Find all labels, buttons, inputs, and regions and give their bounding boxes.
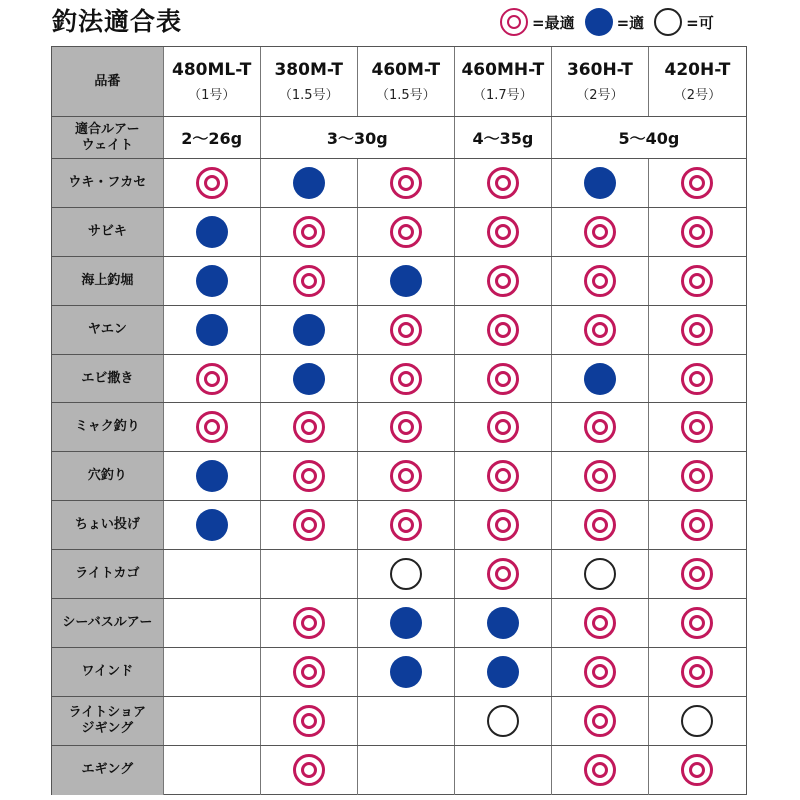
rating-cell: [455, 697, 552, 745]
method-row: [52, 403, 746, 452]
double-circle-icon: [390, 363, 422, 395]
double-circle-icon: [681, 265, 713, 297]
lure-weight-cell: [552, 117, 746, 158]
filled-circle-icon: [487, 656, 519, 688]
double-circle-icon: [500, 8, 528, 36]
open-circle-icon: [654, 8, 682, 36]
method-label-line: ヤエン: [87, 321, 127, 337]
legend-best: [500, 8, 575, 36]
rating-cell: [552, 599, 649, 647]
model-name: 460MH-T: [461, 60, 545, 80]
filled-circle-icon: [293, 314, 325, 346]
filled-circle-icon: [196, 265, 228, 297]
rating-cell: [455, 355, 552, 403]
model-number-header-line: 品番: [94, 73, 121, 89]
double-circle-icon: [487, 460, 519, 492]
double-circle-icon: [681, 558, 713, 590]
method-label-line: ジギング: [81, 720, 134, 736]
rating-cell: [649, 697, 746, 745]
rating-cell: [261, 648, 358, 696]
method-label-line: サビキ: [87, 223, 127, 239]
filled-circle-icon: [390, 265, 422, 297]
double-circle-icon: [584, 216, 616, 248]
legend-good: [585, 8, 645, 36]
rating-cell: [455, 648, 552, 696]
filled-circle-icon: [196, 314, 228, 346]
double-circle-icon: [293, 460, 325, 492]
model-column-header: [552, 47, 649, 116]
open-circle-icon: [584, 558, 616, 590]
rating-cell: [552, 648, 649, 696]
double-circle-icon: [487, 363, 519, 395]
rating-cell: [455, 306, 552, 354]
rating-cell: [164, 355, 261, 403]
method-label: [52, 355, 164, 403]
lure-weight-cell: [455, 117, 552, 158]
double-circle-icon: [584, 509, 616, 541]
double-circle-icon: [681, 363, 713, 395]
model-column-header: [455, 47, 552, 116]
rating-cell: [164, 306, 261, 354]
method-label: [52, 159, 164, 207]
double-circle-icon: [196, 363, 228, 395]
model-header-row: [52, 47, 746, 117]
method-label: [52, 697, 164, 745]
lure-weight-value: 4〜35g: [472, 129, 534, 148]
double-circle-icon: [584, 607, 616, 639]
rating-cell: [649, 257, 746, 305]
filled-circle-icon: [585, 8, 613, 36]
rating-cell: [261, 208, 358, 256]
rating-cell: [261, 550, 358, 598]
rating-cell: [358, 697, 455, 745]
rating-cell: [552, 159, 649, 207]
double-circle-icon: [196, 411, 228, 443]
method-label: [52, 648, 164, 696]
rating-cell: [455, 159, 552, 207]
rating-cell: [358, 550, 455, 598]
method-label-line: エギング: [81, 762, 134, 778]
open-circle-icon: [681, 705, 713, 737]
double-circle-icon: [584, 705, 616, 737]
double-circle-icon: [487, 167, 519, 199]
rating-cell: [358, 452, 455, 500]
rating-cell: [164, 648, 261, 696]
method-label: [52, 208, 164, 256]
rating-cell: [649, 452, 746, 500]
double-circle-icon: [487, 509, 519, 541]
rating-cell: [552, 403, 649, 451]
rating-cell: [358, 257, 455, 305]
rating-cell: [455, 452, 552, 500]
rating-cell: [261, 355, 358, 403]
model-name: 420H-T: [664, 60, 731, 80]
line-size: （1号）: [188, 88, 236, 103]
rating-cell: [261, 501, 358, 549]
method-label: [52, 403, 164, 451]
rating-cell: [455, 208, 552, 256]
method-label-line: ウキ・フカセ: [68, 174, 147, 190]
method-label: [52, 306, 164, 354]
double-circle-icon: [487, 216, 519, 248]
rating-cell: [552, 257, 649, 305]
rating-cell: [649, 159, 746, 207]
model-name: 380M-T: [274, 60, 344, 80]
double-circle-icon: [681, 216, 713, 248]
rating-cell: [261, 159, 358, 207]
rating-cell: [552, 746, 649, 795]
rating-cell: [552, 355, 649, 403]
double-circle-icon: [681, 411, 713, 443]
method-row: [52, 599, 746, 648]
rating-cell: [164, 452, 261, 500]
rating-cell: [358, 599, 455, 647]
method-label: [52, 746, 164, 795]
double-circle-icon: [681, 314, 713, 346]
double-circle-icon: [487, 411, 519, 443]
double-circle-icon: [487, 558, 519, 590]
method-label-line: ミャク釣り: [74, 419, 140, 435]
lure-weight-cell: [261, 117, 455, 158]
rating-cell: [649, 599, 746, 647]
rating-cell: [649, 355, 746, 403]
double-circle-icon: [293, 754, 325, 786]
double-circle-icon: [681, 509, 713, 541]
double-circle-icon: [390, 314, 422, 346]
rating-cell: [261, 697, 358, 745]
rating-cell: [261, 257, 358, 305]
double-circle-icon: [390, 167, 422, 199]
line-size: （1.5号）: [375, 88, 436, 103]
weight-row: [52, 117, 746, 159]
method-row: [52, 306, 746, 355]
method-row: [52, 648, 746, 697]
line-size: （1.7号）: [473, 88, 533, 103]
rating-cell: [164, 501, 261, 549]
method-label-line: シーバスルアー: [62, 614, 153, 630]
method-row: [52, 159, 746, 208]
line-size: （2号）: [673, 88, 722, 103]
method-label: [52, 550, 164, 598]
rating-cell: [261, 306, 358, 354]
model-number-header: [52, 47, 164, 116]
legend-ok-label: =可: [686, 13, 714, 32]
rating-cell: [649, 208, 746, 256]
lure-weight-header-line: ウェイト: [81, 137, 134, 153]
double-circle-icon: [681, 656, 713, 688]
rating-cell: [358, 159, 455, 207]
line-size: （1.5号）: [278, 88, 339, 103]
method-label: [52, 599, 164, 647]
filled-circle-icon: [584, 363, 616, 395]
method-label: [52, 257, 164, 305]
double-circle-icon: [584, 656, 616, 688]
double-circle-icon: [584, 265, 616, 297]
rating-cell: [649, 648, 746, 696]
model-column-header: [358, 47, 455, 116]
rating-cell: [649, 501, 746, 549]
double-circle-icon: [196, 167, 228, 199]
rating-cell: [164, 159, 261, 207]
model-name: 360H-T: [566, 60, 633, 80]
double-circle-icon: [293, 656, 325, 688]
rating-cell: [649, 746, 746, 795]
method-label: [52, 501, 164, 549]
rating-cell: [358, 403, 455, 451]
filled-circle-icon: [293, 363, 325, 395]
rating-cell: [455, 550, 552, 598]
rating-cell: [164, 208, 261, 256]
rating-cell: [552, 208, 649, 256]
method-row: [52, 550, 746, 599]
filled-circle-icon: [196, 509, 228, 541]
double-circle-icon: [293, 216, 325, 248]
legend-best-label: =最適: [532, 13, 575, 32]
double-circle-icon: [390, 411, 422, 443]
open-circle-icon: [390, 558, 422, 590]
rating-cell: [455, 501, 552, 549]
rating-cell: [358, 355, 455, 403]
double-circle-icon: [584, 754, 616, 786]
double-circle-icon: [487, 265, 519, 297]
double-circle-icon: [681, 607, 713, 639]
double-circle-icon: [390, 216, 422, 248]
page-title: 釣法適合表: [52, 7, 183, 36]
compatibility-table: [51, 46, 747, 795]
rating-cell: [261, 452, 358, 500]
method-row: [52, 746, 746, 795]
double-circle-icon: [293, 607, 325, 639]
filled-circle-icon: [487, 607, 519, 639]
rating-cell: [164, 746, 261, 795]
rating-cell: [649, 550, 746, 598]
lure-weight-header: [52, 117, 164, 158]
double-circle-icon: [293, 411, 325, 443]
double-circle-icon: [293, 509, 325, 541]
model-column-header: [261, 47, 358, 116]
rating-cell: [358, 306, 455, 354]
method-label-line: 穴釣り: [87, 468, 127, 484]
rating-cell: [164, 697, 261, 745]
method-label-line: エビ撒き: [81, 370, 134, 386]
filled-circle-icon: [196, 216, 228, 248]
method-row: [52, 501, 746, 550]
method-label-line: ワインド: [81, 663, 134, 679]
rating-cell: [261, 403, 358, 451]
lure-weight-header-line: 適合ルアー: [75, 121, 140, 137]
method-label-line: 海上釣堀: [81, 272, 134, 288]
filled-circle-icon: [390, 607, 422, 639]
rating-cell: [649, 306, 746, 354]
double-circle-icon: [293, 705, 325, 737]
method-label-line: ライトカゴ: [75, 566, 140, 582]
open-circle-icon: [487, 705, 519, 737]
double-circle-icon: [584, 460, 616, 492]
legend-ok: [654, 8, 714, 36]
method-row: [52, 697, 746, 746]
rating-cell: [164, 257, 261, 305]
line-size: （2号）: [576, 88, 624, 103]
lure-weight-cell: [164, 117, 261, 158]
double-circle-icon: [390, 460, 422, 492]
rating-cell: [358, 501, 455, 549]
rating-cell: [358, 208, 455, 256]
method-label-line: ライトショア: [68, 704, 147, 720]
rating-cell: [164, 550, 261, 598]
model-column-header: [164, 47, 261, 116]
rating-cell: [552, 697, 649, 745]
legend-good-label: =適: [616, 13, 645, 32]
rating-cell: [164, 599, 261, 647]
lure-weight-value: 3〜30g: [326, 129, 388, 148]
method-row: [52, 257, 746, 306]
method-label: [52, 452, 164, 500]
method-label-line: ちょい投げ: [74, 517, 140, 533]
filled-circle-icon: [293, 167, 325, 199]
double-circle-icon: [487, 314, 519, 346]
double-circle-icon: [584, 411, 616, 443]
double-circle-icon: [681, 754, 713, 786]
rating-cell: [455, 599, 552, 647]
method-row: [52, 208, 746, 257]
method-row: [52, 452, 746, 501]
rating-cell: [358, 746, 455, 795]
filled-circle-icon: [390, 656, 422, 688]
rating-cell: [552, 550, 649, 598]
rating-cell: [358, 648, 455, 696]
double-circle-icon: [293, 265, 325, 297]
lure-weight-value: 2〜26g: [181, 129, 243, 148]
model-name: 460M-T: [371, 60, 441, 80]
rating-cell: [455, 403, 552, 451]
double-circle-icon: [390, 509, 422, 541]
rating-cell: [261, 746, 358, 795]
filled-circle-icon: [584, 167, 616, 199]
rating-cell: [261, 599, 358, 647]
rating-cell: [552, 452, 649, 500]
rating-cell: [164, 403, 261, 451]
double-circle-icon: [681, 167, 713, 199]
method-row: [52, 355, 746, 404]
rating-cell: [552, 501, 649, 549]
rating-cell: [455, 746, 552, 795]
double-circle-icon: [584, 314, 616, 346]
rating-cell: [552, 306, 649, 354]
model-name: 480ML-T: [172, 60, 252, 80]
rating-cell: [649, 403, 746, 451]
filled-circle-icon: [196, 460, 228, 492]
lure-weight-value: 5〜40g: [618, 129, 680, 148]
model-column-header: [649, 47, 746, 116]
rating-cell: [455, 257, 552, 305]
double-circle-icon: [681, 460, 713, 492]
legend: [500, 8, 724, 36]
